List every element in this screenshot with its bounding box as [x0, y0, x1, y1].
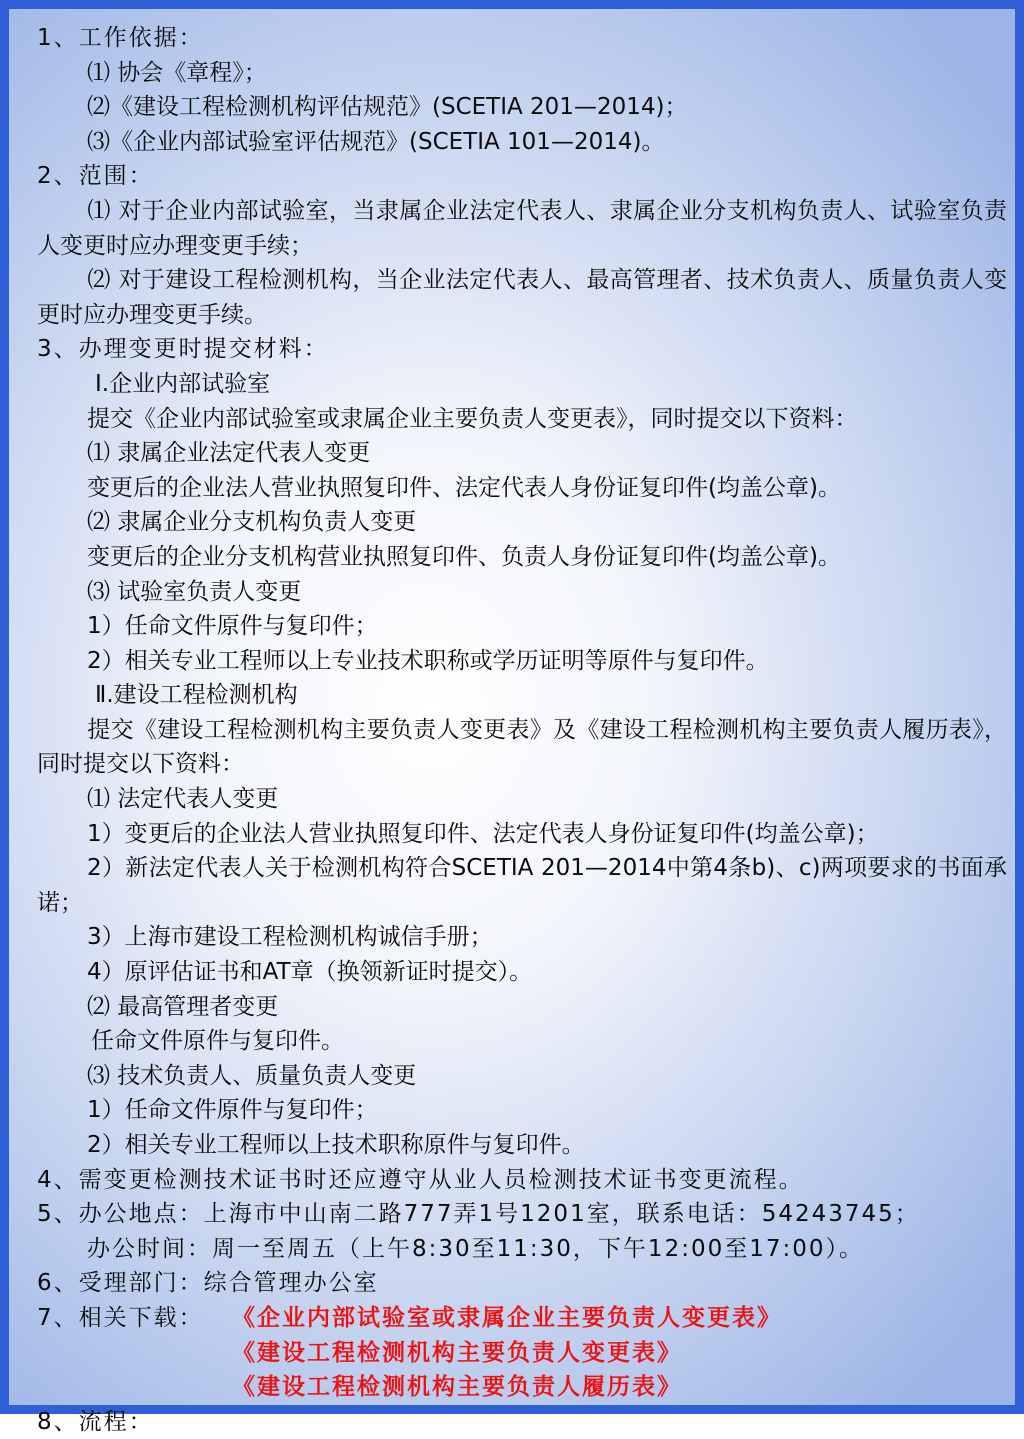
part-a-c3-item-1: 1）任命文件原件与复印件； [87, 613, 378, 640]
part-b-c1-item-4: 4）原评估证书和AT章（换领新证时提交）。 [87, 959, 533, 986]
section-8-title: 8、流程： [37, 1408, 154, 1435]
download-link-lab-change-form[interactable]: 《企业内部试验室或隶属企业主要负责人变更表》 [232, 1304, 782, 1331]
part-b-c2-text: 任命文件原件与复印件。 [91, 1028, 344, 1055]
part-a-c1-title: ⑴ 隶属企业法定代表人变更 [87, 440, 371, 467]
section-7-row [37, 1301, 1007, 1336]
part-b-c1-item-2-text: 2）新法定代表人关于检测机构符合SCETIA 201—2014中第4条b)、c)两项要求的书面承诺； [37, 855, 1007, 916]
basis-item-2: ⑵《建设工程检测机构评估规范》(SCETIA 201—2014)； [87, 94, 688, 121]
part-a-c3-item-2: 2）相关专业工程师以上专业技术职称或学历证明等原件与复印件。 [87, 647, 769, 674]
part-a-c2-title: ⑵ 隶属企业分支机构负责人变更 [87, 509, 417, 536]
part-b-c1-item-1: 1）变更后的企业法人营业执照复印件、法定代表人身份证复印件(均盖公章)； [87, 820, 879, 847]
scope-paragraph-1-text: ⑴ 对于企业内部试验室，当隶属企业法定代表人、隶属企业分支机构负责人、试验室负责人变更时应办理变更手续； [37, 197, 1007, 259]
part-a-c3-title: ⑶ 试验室负责人变更 [87, 578, 302, 605]
section-5-hours: 办公时间：周一至周五（上午8:30至11:30，下午12:00至17:00）。 [87, 1235, 864, 1262]
section-4-text: 4、需变更检测技术证书时还应遵守从业人员检测技术证书变更流程。 [37, 1166, 804, 1193]
section-1-title: 1、工作依据： [37, 25, 204, 51]
section-5-address: 5、办公地点：上海市中山南二路777弄1号1201室，联系电话：54243745； [37, 1201, 920, 1228]
part-b-intro-text: 提交《建设工程检测机构主要负责人变更表》及《建设工程检测机构主要负责人履历表》，同时提交以下资料： [37, 716, 1007, 778]
part-b-c1-item-3: 3）上海市建设工程检测机构诚信手册； [87, 924, 493, 951]
part-b-c3-item-1: 1）任命文件原件与复印件； [87, 1097, 378, 1124]
part-b-c2-title: ⑵ 最高管理者变更 [87, 993, 279, 1020]
scope-paragraph-2-text: ⑵ 对于建设工程检测机构，当企业法定代表人、最高管理者、技术负责人、质量负责人变更时应办理变更手续。 [37, 267, 1007, 328]
section-6-text: 6、受理部门：综合管理办公室 [37, 1270, 379, 1297]
part-a-heading: Ⅰ.企业内部试验室 [95, 370, 271, 397]
download-link-agency-resume-form[interactable]: 《建设工程检测机构主要负责人履历表》 [232, 1374, 682, 1401]
section-7-label: 7、相关下载： [37, 1304, 204, 1331]
part-a-intro: 提交《企业内部试验室或隶属企业主要负责人变更表》，同时提交以下资料： [87, 405, 858, 432]
basis-item-1: ⑴ 协会《章程》； [87, 59, 267, 86]
part-a-c1-text: 变更后的企业法人营业执照复印件、法定代表人身份证复印件(均盖公章)。 [87, 474, 841, 501]
download-link-row-2 [37, 1336, 1007, 1371]
document-body [37, 21, 1007, 1439]
part-b-c3-item-2: 2）相关专业工程师以上技术职称原件与复印件。 [87, 1132, 585, 1158]
section-2-title: 2、范围： [37, 163, 154, 190]
part-b-c3-title: ⑶ 技术负责人、质量负责人变更 [87, 1062, 417, 1089]
part-b-c1-item-2 [37, 851, 1007, 920]
scope-paragraph-1 [37, 194, 1007, 263]
part-a-c2-text: 变更后的企业分支机构营业执照复印件、负责人身份证复印件(均盖公章)。 [87, 543, 841, 570]
part-b-heading: Ⅱ.建设工程检测机构 [95, 682, 298, 709]
part-b-intro [37, 713, 1007, 782]
basis-item-3: ⑶《企业内部试验室评估规范》(SCETIA 101—2014)。 [87, 128, 665, 155]
download-link-row-3 [37, 1370, 1007, 1405]
part-b-c1-title: ⑴ 法定代表人变更 [87, 786, 279, 813]
download-link-agency-change-form[interactable]: 《建设工程检测机构主要负责人变更表》 [232, 1339, 682, 1366]
scope-paragraph-2 [37, 263, 1007, 332]
section-3-title: 3、办理变更时提交材料： [37, 336, 329, 363]
